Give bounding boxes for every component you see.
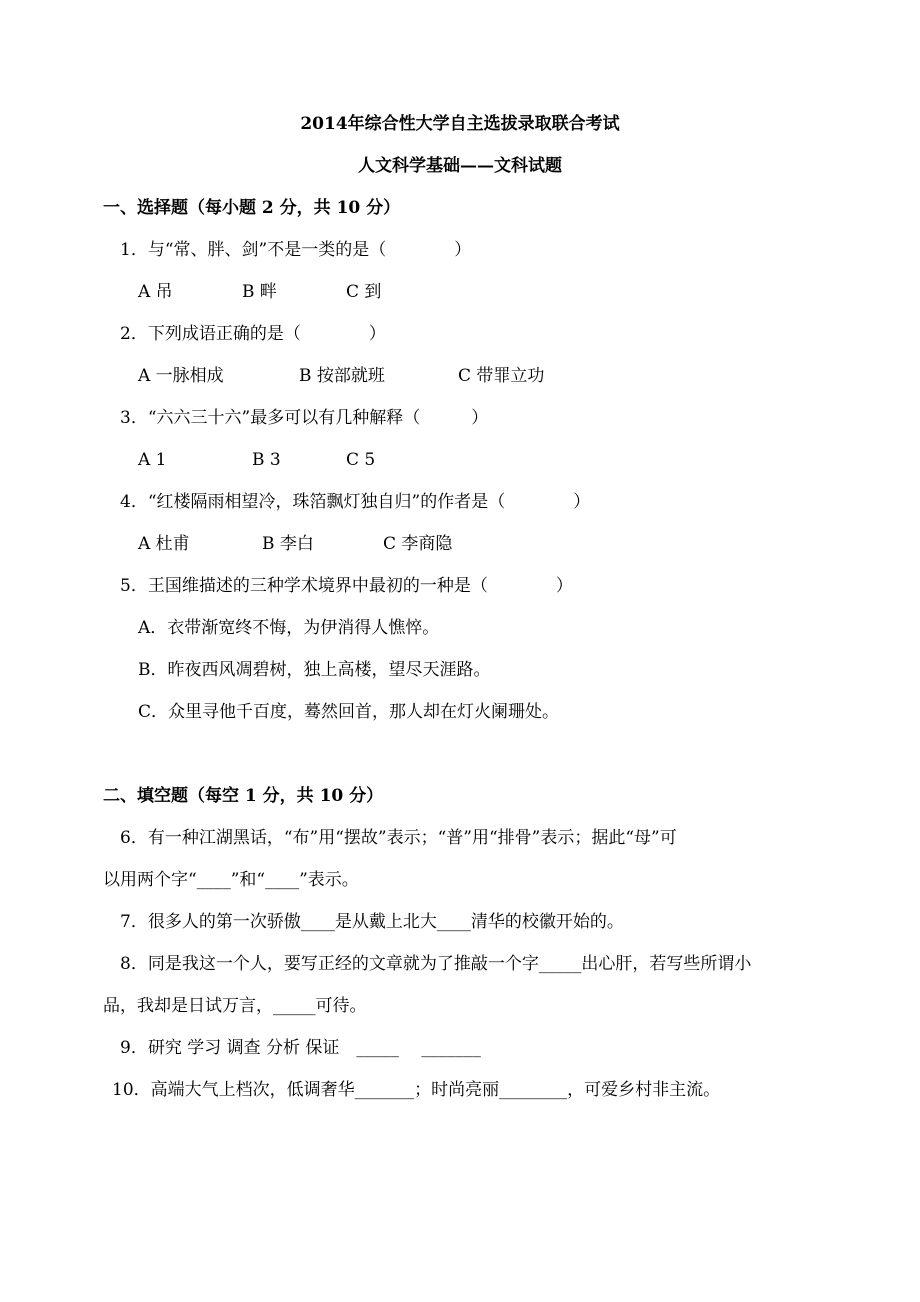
- q4-option-a: A 杜甫: [138, 534, 190, 554]
- question-3: 3．“六六三十六”最多可以有几种解释（ ）: [120, 408, 489, 428]
- q4-option-b: B 李白: [262, 534, 314, 554]
- question-9: 9．研究 学习 调查 分析 保证 _____ _______: [120, 1038, 481, 1058]
- q1-option-c: C 到: [346, 282, 382, 302]
- question-4: 4．“红楼隔雨相望冷，珠箔飘灯独自归”的作者是（ ）: [120, 492, 591, 512]
- question-6-line-2: 以用两个字“____”和“____”表示。: [103, 870, 359, 890]
- q5-option-c: C．众里寻他千百度，蓦然回首，那人却在灯火阑珊处。: [138, 702, 560, 722]
- question-2: 2．下列成语正确的是（ ）: [120, 324, 386, 344]
- exam-subtitle: 人文科学基础——文科试题: [358, 156, 562, 176]
- q5-option-b: B．昨夜西风凋碧树，独上高楼，望尽天涯路。: [138, 660, 491, 680]
- q5-option-a: A．衣带渐宽终不悔，为伊消得人憔悴。: [138, 618, 440, 638]
- q1-option-b: B 畔: [242, 282, 277, 302]
- q2-option-b: B 按部就班: [299, 366, 385, 386]
- question-8-line-2: 品，我却是日试万言，_____可待。: [103, 996, 367, 1016]
- section-1-heading: 一、选择题（每小题 2 分，共 10 分）: [103, 198, 401, 218]
- question-5: 5．王国维描述的三种学术境界中最初的一种是（ ）: [120, 576, 573, 596]
- section-2-heading: 二、填空题（每空 1 分，共 10 分）: [103, 786, 384, 806]
- q3-option-c: C 5: [346, 450, 376, 470]
- question-7: 7．很多人的第一次骄傲____是从戴上北大____清华的校徽开始的。: [120, 912, 624, 932]
- question-1: 1．与“常、胖、剑”不是一类的是（ ）: [120, 240, 472, 260]
- exam-title: 2014年综合性大学自主选拔录取联合考试: [300, 114, 620, 134]
- q1-option-a: A 吊: [138, 282, 173, 302]
- q3-option-a: A 1: [138, 450, 167, 470]
- q4-option-c: C 李商隐: [383, 534, 453, 554]
- q3-option-b: B 3: [252, 450, 281, 470]
- question-6-line-1: 6．有一种江湖黑话，“布”用“摆故”表示；“普”用“排骨”表示；据此“母”可: [120, 828, 677, 848]
- question-10: 10．高端大气上档次，低调奢华_______；时尚亮丽________，可爱乡村非主流。: [112, 1080, 721, 1100]
- q2-option-a: A 一脉相成: [138, 366, 224, 386]
- q2-option-c: C 带罪立功: [458, 366, 545, 386]
- question-8-line-1: 8．同是我这一个人，要写正经的文章就为了推敲一个字_____出心肝，若写些所谓小: [120, 954, 752, 974]
